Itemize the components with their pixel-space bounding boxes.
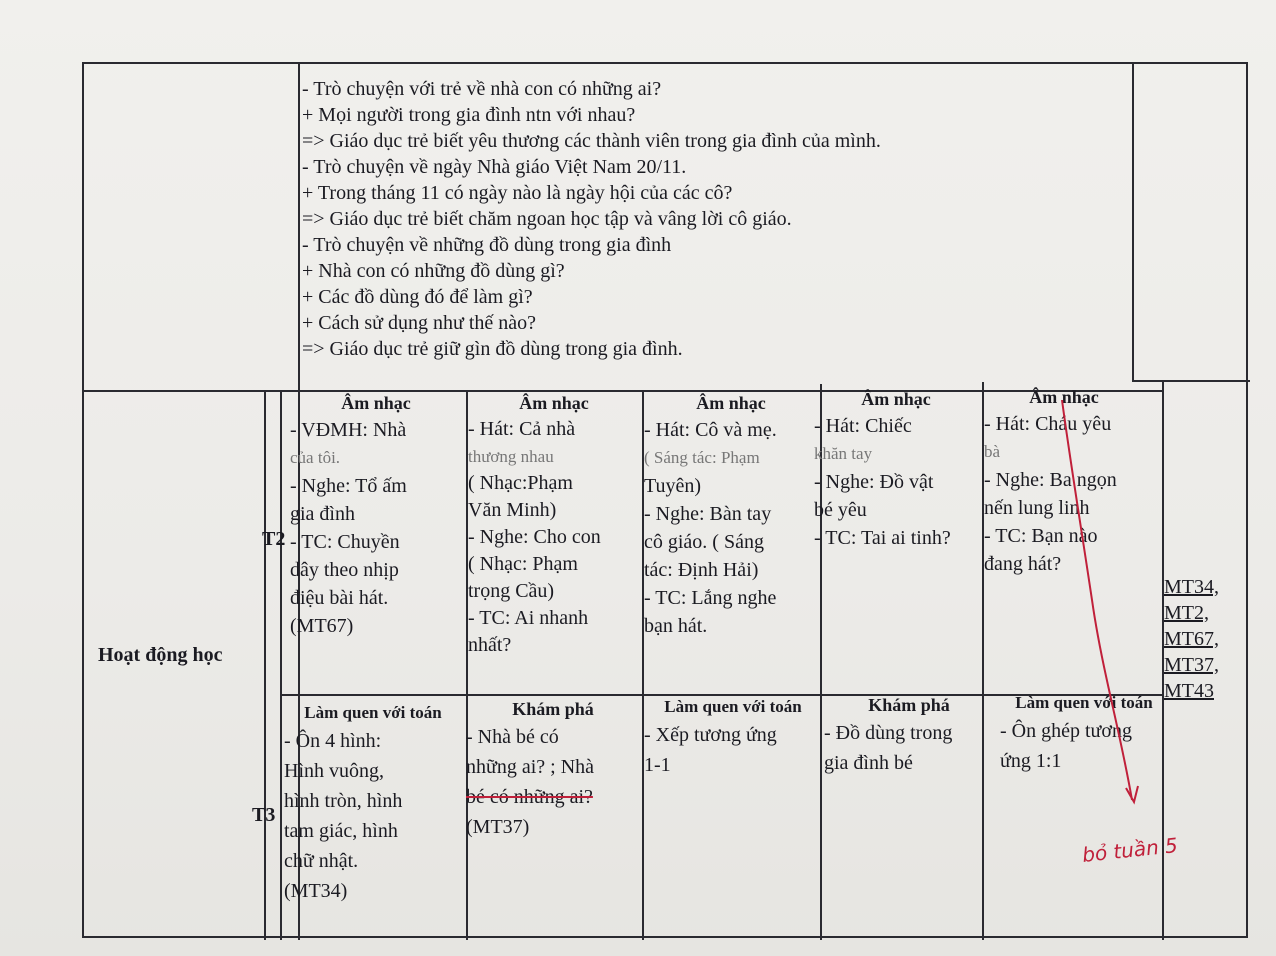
- cell-header: Âm nhạc: [861, 389, 931, 409]
- cell-line: tác: Định Hải): [644, 559, 759, 581]
- cell-line: bà: [984, 442, 1001, 461]
- cell-line: - Hát: Cháu yêu: [984, 413, 1112, 435]
- cell-header: Âm nhạc: [341, 393, 411, 413]
- top-section-text: [302, 76, 881, 362]
- cell-line: Hình vuông,: [284, 760, 384, 782]
- cell-line: đang hát?: [984, 553, 1062, 575]
- cell-header: Làm quen với toán: [304, 703, 442, 722]
- cell-t2-3: [644, 390, 818, 640]
- cell-line: - Hát: Cả nhà: [468, 418, 576, 440]
- cell-line: thương nhau: [468, 447, 554, 466]
- cell-line: ứng 1:1: [1000, 750, 1062, 772]
- text-line: + Nhà con có những đồ dùng gì?: [302, 260, 565, 282]
- cell-line: - TC: Ai nhanh: [468, 607, 589, 629]
- grid-line: [264, 390, 266, 940]
- cell-line: của tôi.: [290, 448, 341, 467]
- cell-line: - Nhà bé có: [466, 726, 559, 748]
- cell-line: khăn tay: [814, 444, 873, 463]
- cell-line: nến lung linh: [984, 497, 1090, 519]
- cell-line: chữ nhật.: [284, 850, 359, 872]
- text-line: - Trò chuyện về ngày Nhà giáo Việt Nam 20/11.: [302, 156, 687, 178]
- cell-header: Khám phá: [512, 699, 594, 719]
- cell-line: (MT67): [290, 615, 354, 637]
- cell-line: - VĐMH: Nhà: [290, 419, 407, 441]
- cell-line: (MT34): [284, 880, 348, 902]
- goal-code: MT43: [1164, 680, 1214, 702]
- text-line: => Giáo dục trẻ biết chăm ngoan học tập và vâng lời cô giáo.: [302, 208, 792, 230]
- cell-line: nhất?: [468, 634, 512, 656]
- cell-line: - Nghe: Bàn tay: [644, 503, 772, 525]
- cell-line: hình tròn, hình: [284, 790, 403, 812]
- grid-line: [1132, 64, 1134, 382]
- cell-line: - Nghe: Đồ vật: [814, 471, 934, 493]
- grid-line: [280, 390, 282, 940]
- text-line: - Trò chuyện về những đồ dùng trong gia đình: [302, 234, 672, 256]
- cell-line: - Nghe: Ba ngọn: [984, 469, 1117, 491]
- text-line: => Giáo dục trẻ biết yêu thương các thành viên trong gia đình của mình.: [302, 130, 881, 152]
- text-line: + Cách sử dụng như thế nào?: [302, 312, 537, 334]
- cell-line: - Đồ dùng trong: [824, 722, 953, 744]
- cell-t2-1: [290, 390, 462, 640]
- cell-line: - TC: Tai ai tinh?: [814, 527, 951, 549]
- day-label-t3: T3: [252, 804, 276, 826]
- struck-line: bé có những ai?: [466, 786, 593, 808]
- cell-header: Làm quen với toán: [664, 697, 802, 716]
- cell-line: - Hát: Cô và mẹ.: [644, 419, 777, 441]
- cell-t2-2: [468, 390, 640, 659]
- cell-line: - Xếp tương ứng: [644, 724, 777, 746]
- text-line: + Mọi người trong gia đình ntn với nhau?: [302, 104, 636, 126]
- cell-line: dây theo nhịp: [290, 559, 399, 581]
- cell-t3-4: [824, 692, 994, 778]
- text-line: - Trò chuyện với trẻ về nhà con có những ai?: [302, 78, 662, 100]
- cell-line: trọng Cầu): [468, 580, 555, 602]
- cell-line: (MT37): [466, 816, 530, 838]
- grid-line: [1132, 380, 1250, 382]
- cell-header: Âm nhạc: [519, 393, 589, 413]
- text-line: + Trong tháng 11 có ngày nào là ngày hội của các cô?: [302, 182, 733, 204]
- cell-line: - TC: Chuyền: [290, 531, 400, 553]
- cell-t3-3: [644, 694, 822, 780]
- goal-code: MT67,: [1164, 628, 1219, 650]
- cell-line: gia đình: [290, 503, 355, 525]
- cell-t2-4: [814, 386, 978, 552]
- cell-line: - TC: Bạn nào: [984, 525, 1098, 547]
- handwritten-note: bỏ tuần 5: [1081, 833, 1179, 867]
- cell-line: những ai? ; Nhà: [466, 756, 595, 778]
- cell-line: tam giác, hình: [284, 820, 398, 842]
- cell-line: - Nghe: Cho con: [468, 526, 601, 548]
- cell-line: Văn Minh): [468, 499, 557, 521]
- goal-code: MT2,: [1164, 602, 1209, 624]
- cell-line: - Nghe: Tổ ấm: [290, 475, 407, 497]
- cell-line: - Ôn 4 hình:: [284, 730, 382, 752]
- cell-line: - Ôn ghép tương: [1000, 720, 1132, 742]
- cell-header: Âm nhạc: [696, 393, 766, 413]
- goals-column: [1164, 574, 1219, 704]
- cell-header: Âm nhạc: [1029, 387, 1099, 407]
- text-line: + Các đồ dùng đó để làm gì?: [302, 286, 533, 308]
- red-pen-line-icon: [1040, 400, 1150, 820]
- cell-t3-2: [466, 696, 640, 842]
- cell-line: cô giáo. ( Sáng: [644, 531, 764, 553]
- cell-line: - Hát: Chiếc: [814, 415, 912, 437]
- cell-line: bạn hát.: [644, 615, 708, 637]
- cell-line: bé yêu: [814, 499, 867, 521]
- cell-line: - TC: Lắng nghe: [644, 587, 777, 609]
- cell-header: Làm quen với toán: [1015, 693, 1153, 712]
- goal-code: MT37,: [1164, 654, 1219, 676]
- section-label: Hoạt động học: [98, 644, 223, 666]
- cell-line: ( Sáng tác: Phạm: [644, 448, 760, 467]
- cell-line: 1-1: [644, 754, 671, 776]
- cell-line: ( Nhạc: Phạm: [468, 553, 578, 575]
- cell-line: gia đình bé: [824, 752, 913, 774]
- cell-line: ( Nhạc:Phạm: [468, 472, 573, 494]
- cell-t3-1: [284, 700, 462, 906]
- goal-code: MT34,: [1164, 576, 1219, 598]
- cell-header: Khám phá: [868, 695, 950, 715]
- day-label-t2: T2: [262, 528, 286, 550]
- cell-line: Tuyên): [644, 475, 702, 497]
- cell-line: điệu bài hát.: [290, 587, 389, 609]
- text-line: => Giáo dục trẻ giữ gìn đồ dùng trong gia đình.: [302, 338, 683, 360]
